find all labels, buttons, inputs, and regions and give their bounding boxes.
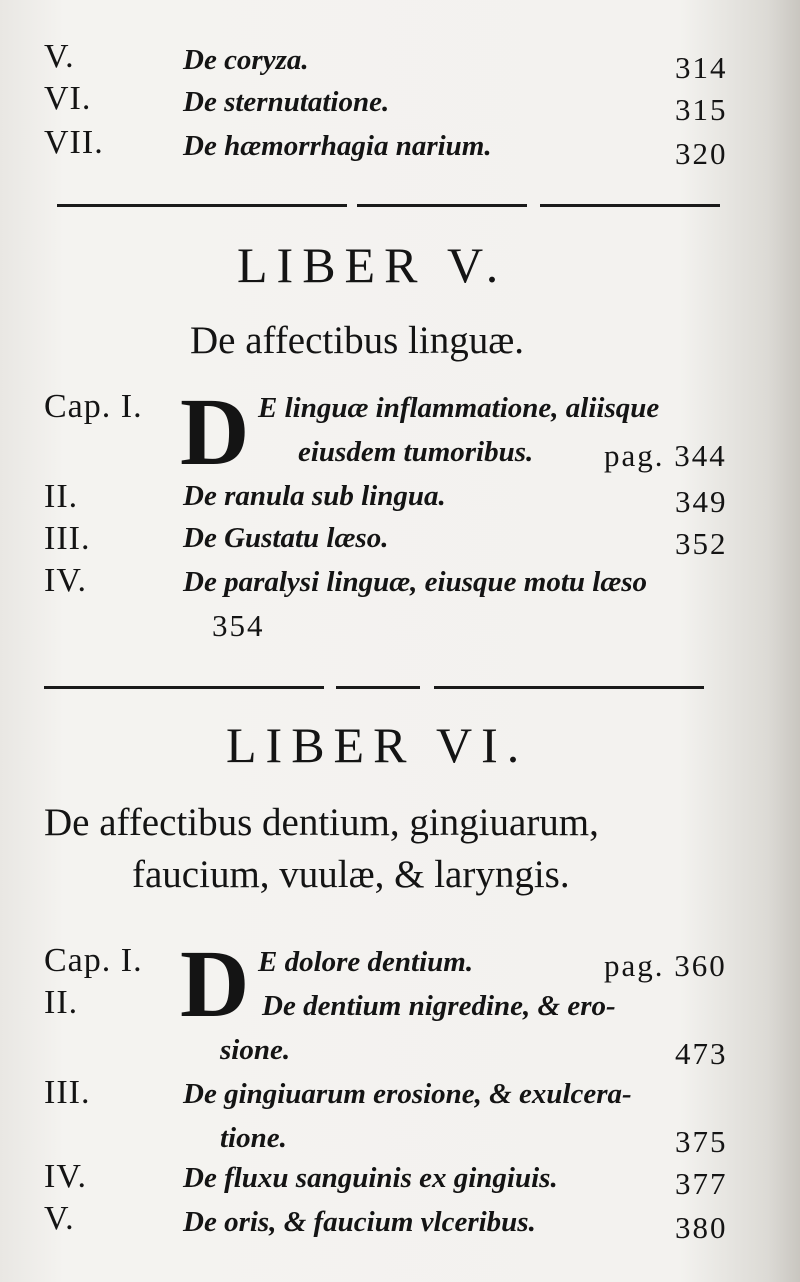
- chapter-page: pag. 360: [604, 948, 727, 983]
- book-heading: LIBER V.: [237, 237, 508, 293]
- divider-rule: [336, 686, 420, 689]
- entry-title: De ranula sub lingua.: [183, 480, 446, 512]
- entry-page: 473: [675, 1036, 728, 1071]
- entry-number: III.: [44, 520, 91, 557]
- entry-number: V.: [44, 1200, 75, 1237]
- drop-cap-letter: D: [180, 378, 250, 485]
- entry-number: VI.: [44, 80, 92, 117]
- entry-number: IV.: [44, 562, 87, 599]
- divider-rule: [357, 204, 527, 207]
- entry-page: 375: [675, 1124, 728, 1159]
- divider-rule: [434, 686, 704, 689]
- entry-title: De coryza.: [183, 44, 309, 76]
- entry-page: 352: [675, 526, 728, 561]
- entry-page: 314: [675, 50, 728, 85]
- entry-title: De Gustatu læso.: [183, 522, 389, 554]
- entry-number: II.: [44, 984, 79, 1021]
- chapter-label: Cap. I.: [44, 388, 143, 425]
- entry-title: De dentium nigredine, & ero-: [262, 990, 616, 1022]
- entry-title: De sternutatione.: [183, 86, 390, 118]
- entry-page: 320: [675, 136, 728, 171]
- chapter-title-line: E linguæ inflammatione, aliisque: [258, 392, 660, 424]
- entry-page: 377: [675, 1166, 728, 1201]
- entry-title: De oris, & faucium vlceribus.: [183, 1206, 536, 1238]
- book-subtitle: De affectibus dentium, gingiuarum,: [44, 801, 599, 844]
- chapter-page: pag. 344: [604, 438, 727, 473]
- chapter-label: Cap. I.: [44, 942, 143, 979]
- entry-page: 349: [675, 484, 728, 519]
- entry-page: 354: [212, 608, 265, 643]
- entry-title: tione.: [220, 1122, 287, 1154]
- entry-number: IV.: [44, 1158, 87, 1195]
- entry-title: De gingiuarum erosione, & exulcera-: [183, 1078, 632, 1110]
- entry-title: De fluxu sanguinis ex gingiuis.: [183, 1162, 558, 1194]
- entry-page: 380: [675, 1210, 728, 1245]
- entry-page: 315: [675, 92, 728, 127]
- chapter-title-line: eiusdem tumoribus.: [298, 436, 534, 468]
- entry-title: De hæmorrhagia narium.: [183, 130, 492, 162]
- divider-rule: [44, 686, 324, 689]
- entry-number: V.: [44, 38, 75, 75]
- entry-number: III.: [44, 1074, 91, 1111]
- book-subtitle: De affectibus linguæ.: [190, 319, 524, 362]
- entry-title: De paralysi linguæ, eiusque motu læso: [183, 566, 648, 598]
- book-subtitle: faucium, vuulæ, & laryngis.: [132, 853, 570, 896]
- book-heading: LIBER VI.: [226, 717, 529, 773]
- divider-rule: [57, 204, 347, 207]
- entry-number: VII.: [44, 124, 104, 161]
- divider-rule: [540, 204, 720, 207]
- chapter-title-line: E dolore dentium.: [258, 946, 474, 978]
- entry-title: sione.: [220, 1034, 291, 1066]
- drop-cap-letter: D: [180, 930, 250, 1037]
- entry-number: II.: [44, 478, 79, 515]
